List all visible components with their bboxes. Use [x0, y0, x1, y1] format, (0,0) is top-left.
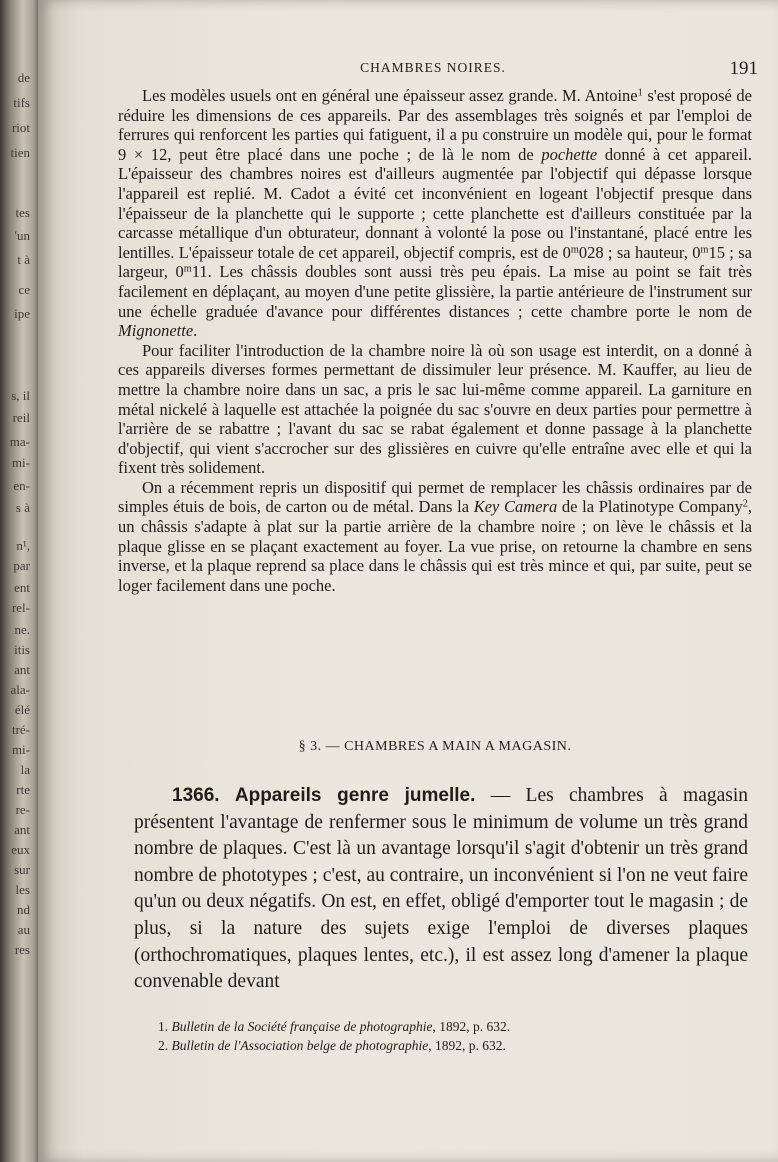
article-paragraph	[134, 783, 748, 996]
text-segment: donné à cet appareil. L'épaisseur des chambres noires est d'ailleurs augmentée par l'objectif qui dépasse lorsque l'appareil est replié. M. Cadot a évité cet inconvénient en logeant l'objectif presque dans l'épaisseur de la planchette qui le supporte ; cette planchette est d'ailleurs constituée par la carcasse métallique d'un obturateur, donnant à volonté la pose ou l'instantané, placé entre les lentilles. L'épaisseur totale de cet appareil, objectif compris, est de 0	[118, 144, 753, 262]
previous-page-fragment: au	[17, 922, 30, 937]
text-segment: 11. Les châssis doubles sont aussi très peu épais. La mise au point se fait très facilement en déplaçant, au moyen d'une petite glissière, la partie antérieure de l'instrument sur une échelle graduée d'avance pour différentes distances ; cette chambre porte le nom de	[118, 262, 753, 321]
paragraph	[118, 86, 752, 341]
previous-page-fragment: tré-	[11, 722, 30, 737]
text-segment: .	[193, 321, 198, 341]
previous-page-fragment: ant	[14, 822, 30, 837]
previous-page-fragment: de	[17, 70, 30, 85]
section-title: § 3. — CHAMBRES A MAIN A MAGASIN.	[298, 739, 572, 754]
previous-page-fragment: ma-	[9, 434, 30, 449]
previous-page-fragment: mi-	[11, 455, 30, 470]
previous-page-fragment: s à	[15, 500, 30, 515]
previous-page-fragment: rel-	[11, 600, 30, 615]
previous-page-fragment: 'un	[14, 228, 30, 243]
previous-page-fragment: ala-	[10, 682, 30, 697]
previous-page-fragment: tifs	[13, 95, 30, 110]
previous-page-fragment: sur	[14, 862, 30, 877]
previous-page-fragment: ipe	[14, 306, 30, 321]
footnotes	[134, 1017, 748, 1055]
previous-page-fragment: tes	[15, 205, 30, 220]
footnote-details: , 1892, p. 632.	[428, 1038, 506, 1053]
previous-page-fragment: re-	[15, 802, 30, 817]
article-number: 1366.	[172, 785, 220, 806]
previous-page-fragment: ant	[14, 662, 30, 677]
text-segment: Les modèles usuels ont en général une épaisseur assez grande. M. Antoine	[142, 86, 638, 105]
page-header	[108, 58, 758, 82]
footnote	[134, 1017, 748, 1036]
page-number: 191	[729, 58, 758, 79]
previous-page-fragment: reil	[12, 410, 30, 425]
article-text: — Les chambres à magasin présentent l'avantage de renfermer sous le minimum de volume un très grand nombre de plaques. C'est là un avantage lorsqu'il s'agit d'obtenir un très grand nombre de phototypes ; c'est, au contraire, un inconvénient si l'on ne veut faire qu'un ou deux négatifs. On est, en effet, obligé d'emporter tout le magasin ; de plus, si la nature des sujets exige l'emploi de diverses plaques (orthochromatiques, plaques lentes, etc.), il est assez long d'amener la plaque convenable devant	[134, 785, 749, 993]
previous-page-fragment: en-	[13, 478, 30, 493]
superscript: m	[183, 263, 192, 275]
footnote-number: 1.	[158, 1019, 172, 1034]
running-title: CHAMBRES NOIRES.	[360, 60, 506, 75]
text-segment: 028 ; sa hauteur, 0	[578, 242, 701, 262]
article-1366	[134, 783, 748, 996]
text-segment: On a récemment repris un dispositif qui permet de remplacer les châssis ordinaires par de simples étuis de bois, de carton ou de métal. Dans la	[118, 477, 752, 517]
footnote	[134, 1036, 748, 1055]
paragraph	[118, 478, 752, 596]
previous-page-fragment: s, il	[11, 388, 30, 403]
previous-page-fragment: tien	[10, 145, 30, 160]
footnote-source: Bulletin de l'Association belge de photographie	[171, 1038, 429, 1053]
body-text	[118, 86, 752, 595]
previous-page-fragment: les	[15, 882, 30, 897]
previous-page-edge	[0, 0, 42, 1162]
previous-page-fragment: élé	[14, 702, 30, 717]
previous-page-fragment: res	[14, 942, 30, 957]
previous-page-fragment: n¹,	[16, 538, 30, 553]
previous-page-fragment: eux	[11, 842, 30, 857]
superscript: m	[570, 244, 579, 256]
previous-page-fragment: la	[20, 762, 30, 777]
previous-page-fragment: nd	[17, 902, 30, 917]
book-page	[38, 0, 778, 1162]
previous-page-fragment: par	[13, 558, 30, 573]
previous-page-fragment: t à	[17, 252, 30, 267]
article-heading: Appareils genre jumelle.	[234, 785, 476, 806]
previous-page-fragment: ne.	[14, 622, 30, 637]
text-segment: , un châssis s'adapte à plat sur la partie arrière de la chambre noire ; on lève le châssis et la plaque glisse en se plaçant exactement au foyer. La vue prise, on retourne la chambre en sens inverse, et la plaque reprend sa place dans le châssis qui est très mince et qui, par suite, peut se loger facilement dans une poche.	[118, 497, 752, 595]
footnote-source: Bulletin de la Société française de photographie	[171, 1019, 433, 1034]
previous-page-fragment: ent	[14, 580, 30, 595]
italic-text: pochette	[541, 144, 598, 164]
text-segment: Pour faciliter l'introduction de la chambre noire là où son usage est interdit, on a donné à ces appareils diverses formes permettant de dissimuler leur présence. M. Kauffer, au lieu de mettre la chambre noire dans un sac, a pris le sac lui-même comme appareil. La garniture en métal nickelé à laquelle est attachée la poignée du sac s'ouvre en deux parties pour permettre à l'arrière de se rabattre ; l'avant du sac se rabat également et donne passage à la planchette d'objectif, qui vient s'accrocher sur des glissières en cuivre qu'elle entraîne avec elle et qui la fixent très solidement.	[118, 340, 752, 478]
text-segment: s'est proposé de réduire les dimensions de ces appareils. Par des assemblages très soignés et par l'emploi de ferrures qui renforcent les parties qui fatiguent, il a pu construire un modèle qui, pour le format 9 × 12, peut être placé dans une poche ; de là le nom de	[118, 86, 752, 164]
superscript: 2	[742, 498, 748, 510]
paragraph	[118, 341, 752, 478]
previous-page-fragment: mi-	[11, 742, 30, 757]
text-segment: de la Platinotype Company	[557, 497, 743, 517]
italic-text: Key Camera	[473, 497, 558, 517]
footnote-number: 2.	[158, 1038, 172, 1053]
footnote-details: , 1892, p. 632.	[432, 1019, 511, 1034]
previous-page-fragment: itis	[14, 642, 30, 657]
text-segment: 15 ; sa largeur, 0	[118, 242, 752, 282]
italic-text: Mignonette	[118, 321, 194, 341]
previous-page-fragment: riot	[11, 120, 30, 135]
previous-page-fragment: rte	[16, 782, 30, 797]
previous-page-fragment: ce	[18, 282, 30, 297]
superscript: 1	[637, 87, 643, 99]
superscript: m	[700, 244, 709, 256]
